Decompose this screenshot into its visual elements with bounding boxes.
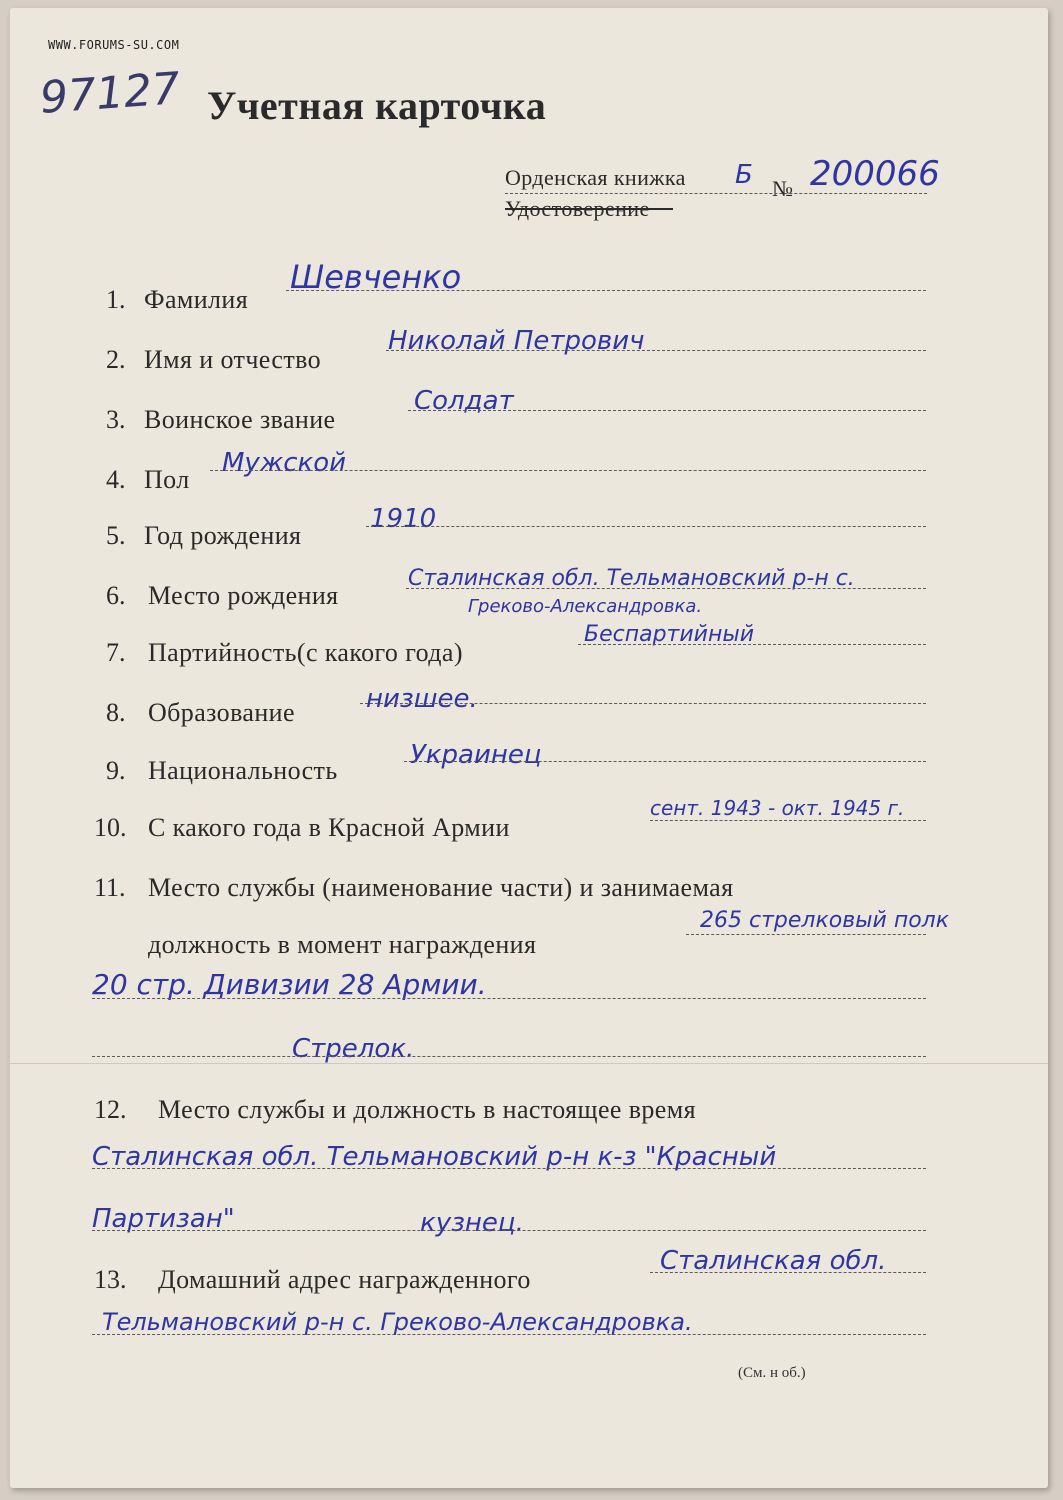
field-13-label: Домашний адрес награжденного	[158, 1265, 531, 1294]
archive-number: 97127	[38, 63, 182, 124]
field-12-value-line2: Партизан"	[92, 1204, 235, 1234]
field-7-rule	[578, 644, 926, 645]
field-11-value-line3: Стрелок.	[292, 1034, 415, 1064]
field-10-label: С какого года в Красной Армии	[148, 813, 510, 842]
field-2-number: 2.	[106, 345, 126, 374]
field-4-value: Мужской	[222, 448, 347, 478]
field-13-value: Сталинская обл.	[660, 1246, 887, 1276]
field-3-number: 3.	[106, 405, 126, 434]
field-8-number: 8.	[106, 698, 126, 727]
field-10-number: 10.	[94, 813, 127, 842]
field-3-label: Воинское звание	[144, 405, 336, 434]
field-8-value: низшее.	[366, 684, 478, 714]
field-11-rule-2	[92, 998, 926, 999]
field-7-value: Беспартийный	[584, 622, 755, 647]
field-1-number: 1.	[106, 285, 126, 314]
field-8-label: Образование	[148, 698, 295, 727]
field-6-value: Сталинская обл. Тельмановский р-н с.	[408, 566, 855, 591]
field-13-rule-1	[650, 1272, 926, 1273]
card-title: Учетная карточка	[207, 83, 547, 128]
field-9-value: Украинец	[410, 740, 542, 770]
field-12-rule-2	[92, 1230, 926, 1231]
field-6-number: 6.	[106, 581, 126, 610]
field-12-rule-1	[92, 1168, 926, 1169]
record-card	[10, 8, 1048, 1488]
field-10-value: сент. 1943 - окт. 1945 г.	[650, 796, 905, 820]
field-1-rule	[286, 290, 926, 291]
field-4-rule	[210, 470, 926, 471]
field-11-label-line2: должность в момент награждения	[148, 930, 537, 959]
paper-fold	[10, 1063, 1048, 1064]
field-4-label: Пол	[144, 465, 190, 494]
field-5-number: 5.	[106, 521, 126, 550]
field-2-rule	[386, 350, 926, 351]
field-6-value-line2: Греково-Александровка.	[468, 596, 703, 617]
field-2-value: Николай Петрович	[388, 326, 645, 356]
field-13-rule-2	[92, 1334, 926, 1335]
order-book-label: Орденская книжка	[505, 165, 686, 190]
field-11-value: 265 стрелковый полк	[700, 908, 950, 933]
field-9-label: Национальность	[148, 756, 338, 785]
field-2-label: Имя и отчество	[144, 345, 321, 374]
field-1-label: Фамилия	[144, 285, 249, 314]
watermark: WWW.FORUMS-SU.COM	[48, 38, 180, 52]
field-12-label: Место службы и должность в настоящее время	[158, 1095, 696, 1124]
certificate-strike	[505, 208, 673, 210]
field-7-label: Партийность(с какого года)	[148, 638, 463, 667]
field-11-rule-1	[686, 934, 926, 935]
field-9-number: 9.	[106, 756, 126, 785]
field-6-label: Место рождения	[148, 581, 339, 610]
field-11-number: 11.	[94, 873, 126, 902]
field-3-value: Солдат	[414, 386, 514, 416]
field-13-value-line2: Тельмановский р-н с. Греково-Александровка.	[102, 1308, 693, 1336]
field-11-label: Место службы (наименование части) и занимаемая	[148, 873, 734, 902]
footer-note: (См. н об.)	[738, 1365, 806, 1381]
field-12-value: Сталинская обл. Тельмановский р-н к-з "Красный	[92, 1142, 777, 1172]
field-7-number: 7.	[106, 638, 126, 667]
field-11-rule-3	[92, 1056, 926, 1057]
field-9-rule	[404, 761, 926, 762]
field-3-rule	[408, 410, 926, 411]
field-10-rule	[650, 820, 926, 821]
field-12-number: 12.	[94, 1095, 127, 1124]
field-11-value-line2: 20 стр. Дивизии 28 Армии.	[92, 968, 487, 1001]
field-1-value: Шевченко	[290, 258, 462, 296]
field-4-number: 4.	[106, 465, 126, 494]
series-value: Б	[735, 160, 753, 190]
field-5-rule	[366, 526, 926, 527]
field-6-rule	[406, 588, 926, 589]
order-number-value: 200066	[810, 154, 940, 194]
field-8-rule	[360, 703, 926, 704]
field-13-number: 13.	[94, 1265, 127, 1294]
certificate-label: Удостоверение	[505, 196, 650, 221]
number-sign: №	[772, 176, 794, 201]
field-5-label: Год рождения	[144, 521, 302, 550]
field-12-value-line3: кузнец.	[420, 1208, 524, 1238]
order-book-rule	[505, 193, 927, 194]
field-5-value: 1910	[370, 504, 437, 534]
